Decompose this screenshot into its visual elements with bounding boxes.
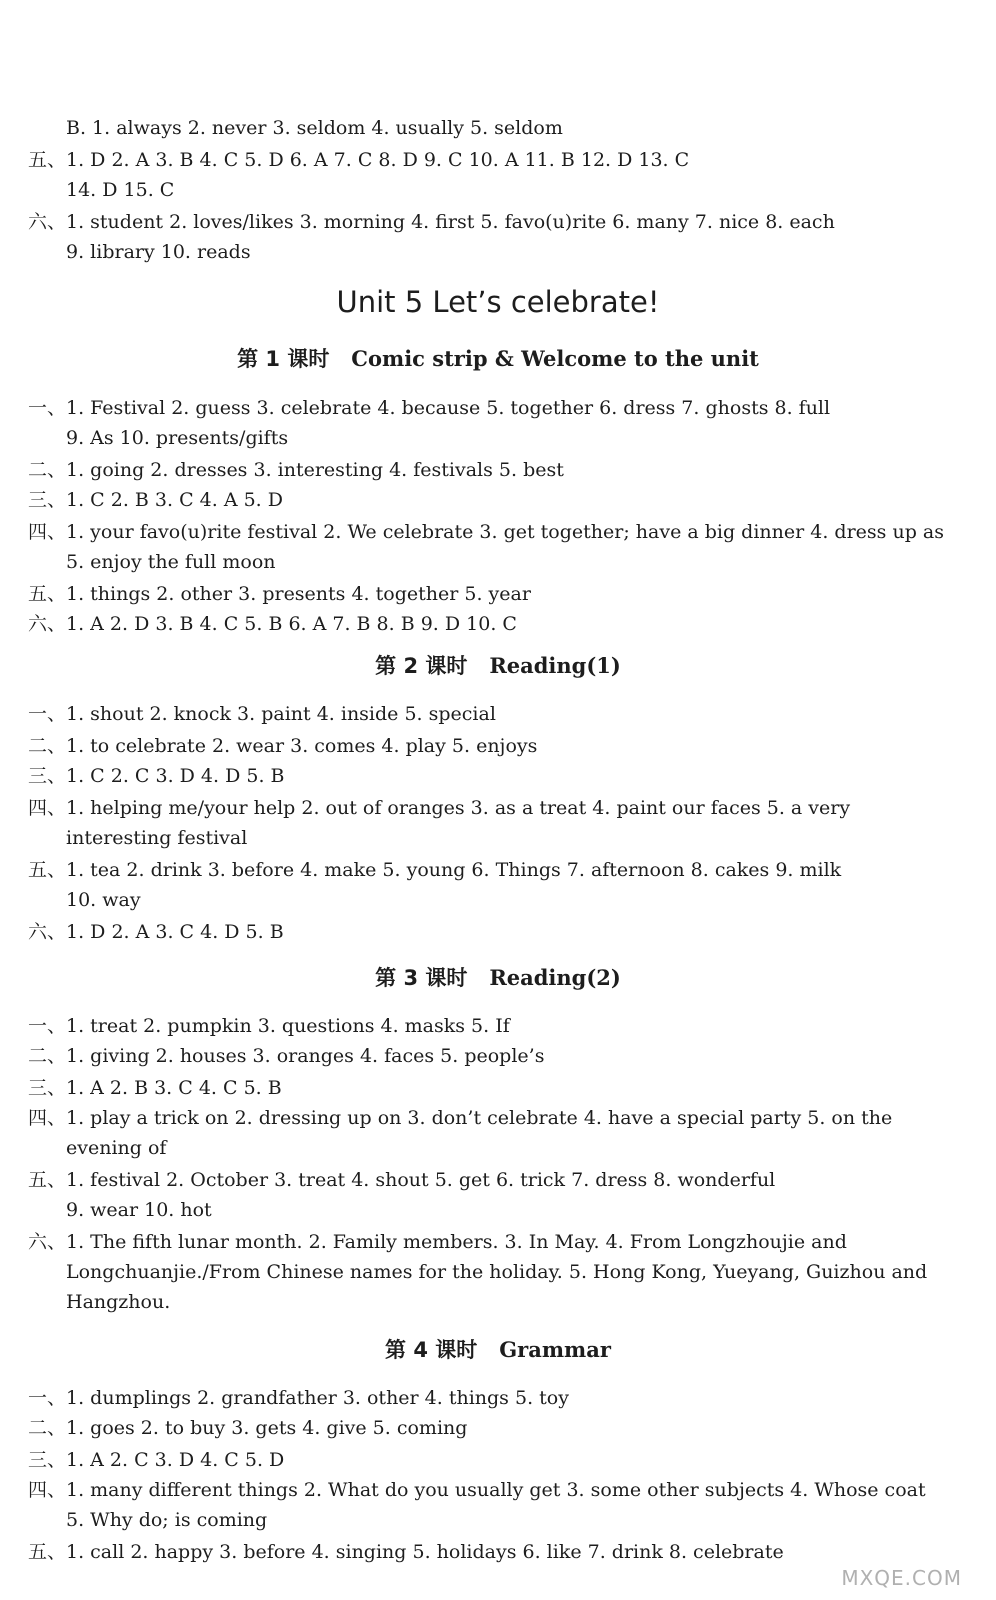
answer-line: 9. As 10. presents/gifts: [66, 427, 289, 449]
lesson-number: 第 4 课时: [385, 1338, 478, 1362]
lesson-number: 第 2 课时: [375, 654, 468, 678]
answer-line: 六、1. student 2. loves/likes 3. morning 4. first 5. favo(u)rite 6. many 7. nice 8. each: [28, 211, 835, 233]
lesson-heading: [0, 345, 996, 373]
answer-line: 一、1. treat 2. pumpkin 3. questions 4. masks 5. If: [28, 1015, 510, 1037]
unit-title: Unit 5 Let’s celebrate!: [336, 285, 660, 319]
answer-line: 五、1. festival 2. October 3. treat 4. shout 5. get 6. trick 7. dress 8. wonderful: [28, 1169, 776, 1191]
answer-line: 5. Why do; is coming: [66, 1509, 268, 1531]
answer-line: 四、1. many different things 2. What do you usually get 3. some other subjects 4. Whose coat: [28, 1479, 926, 1501]
answer-line: Longchuanjie./From Chinese names for the holiday. 5. Hong Kong, Yueyang, Guizhou and: [66, 1261, 928, 1283]
answer-line: 一、1. Festival 2. guess 3. celebrate 4. because 5. together 6. dress 7. ghosts 8. full: [28, 397, 831, 419]
lesson-heading: [0, 964, 996, 992]
answer-line: 一、1. shout 2. knock 3. paint 4. inside 5. special: [28, 703, 496, 725]
answer-line: 四、1. your favo(u)rite festival 2. We celebrate 3. get together; have a big dinner 4. dress up as: [28, 521, 944, 543]
answer-line: 三、1. C 2. C 3. D 4. D 5. B: [28, 765, 285, 787]
answer-line: 二、1. going 2. dresses 3. interesting 4. festivals 5. best: [28, 459, 564, 481]
lesson-number: 第 1 课时: [237, 347, 330, 371]
lesson-heading: [0, 652, 996, 680]
answer-line: 14. D 15. C: [66, 179, 175, 201]
lesson-title: Comic strip & Welcome to the unit: [351, 346, 759, 371]
answer-line: 四、1. play a trick on 2. dressing up on 3. don’t celebrate 4. have a special party 5. on the: [28, 1107, 893, 1129]
answer-line: 三、1. A 2. B 3. C 4. C 5. B: [28, 1077, 282, 1099]
answer-line: 二、1. goes 2. to buy 3. gets 4. give 5. coming: [28, 1417, 468, 1439]
answer-line: 五、1. things 2. other 3. presents 4. together 5. year: [28, 583, 531, 605]
answer-line: 9. library 10. reads: [66, 241, 251, 263]
answer-line: 三、1. A 2. C 3. D 4. C 5. D: [28, 1449, 285, 1471]
answer-line: 5. enjoy the full moon: [66, 551, 276, 573]
answer-line: 五、1. tea 2. drink 3. before 4. make 5. young 6. Things 7. afternoon 8. cakes 9. milk: [28, 859, 842, 881]
answer-line: B. 1. always 2. never 3. seldom 4. usually 5. seldom: [66, 117, 563, 139]
answer-line: 二、1. giving 2. houses 3. oranges 4. faces 5. people’s: [28, 1045, 545, 1067]
answer-line: 9. wear 10. hot: [66, 1199, 212, 1221]
answer-line: 五、1. call 2. happy 3. before 4. singing 5. holidays 6. like 7. drink 8. celebrate: [28, 1541, 784, 1563]
lesson-title: Grammar: [499, 1337, 611, 1362]
answer-line: 四、1. helping me/your help 2. out of oranges 3. as a treat 4. paint our faces 5. a very: [28, 797, 851, 819]
lesson-title: Reading(1): [489, 653, 621, 678]
answer-line: 六、1. The fifth lunar month. 2. Family members. 3. In May. 4. From Longzhoujie and: [28, 1231, 847, 1253]
answer-line: 一、1. dumplings 2. grandfather 3. other 4. things 5. toy: [28, 1387, 569, 1409]
answer-line: 五、1. D 2. A 3. B 4. C 5. D 6. A 7. C 8. D 9. C 10. A 11. B 12. D 13. C: [28, 149, 690, 171]
watermark: MXQE.COM: [841, 1566, 962, 1590]
answer-line: 六、1. A 2. D 3. B 4. C 5. B 6. A 7. B 8. B 9. D 10. C: [28, 613, 517, 635]
lesson-number: 第 3 课时: [375, 966, 468, 990]
lesson-heading: [0, 1336, 996, 1364]
lesson-title: Reading(2): [489, 965, 621, 990]
answer-line: 三、1. C 2. B 3. C 4. A 5. D: [28, 489, 283, 511]
answer-line: 六、1. D 2. A 3. C 4. D 5. B: [28, 921, 284, 943]
answer-line: 10. way: [66, 889, 141, 911]
answer-line: evening of: [66, 1137, 167, 1159]
answer-line: interesting festival: [66, 827, 248, 849]
answer-line: Hangzhou.: [66, 1291, 171, 1313]
answer-line: 二、1. to celebrate 2. wear 3. comes 4. play 5. enjoys: [28, 735, 538, 757]
